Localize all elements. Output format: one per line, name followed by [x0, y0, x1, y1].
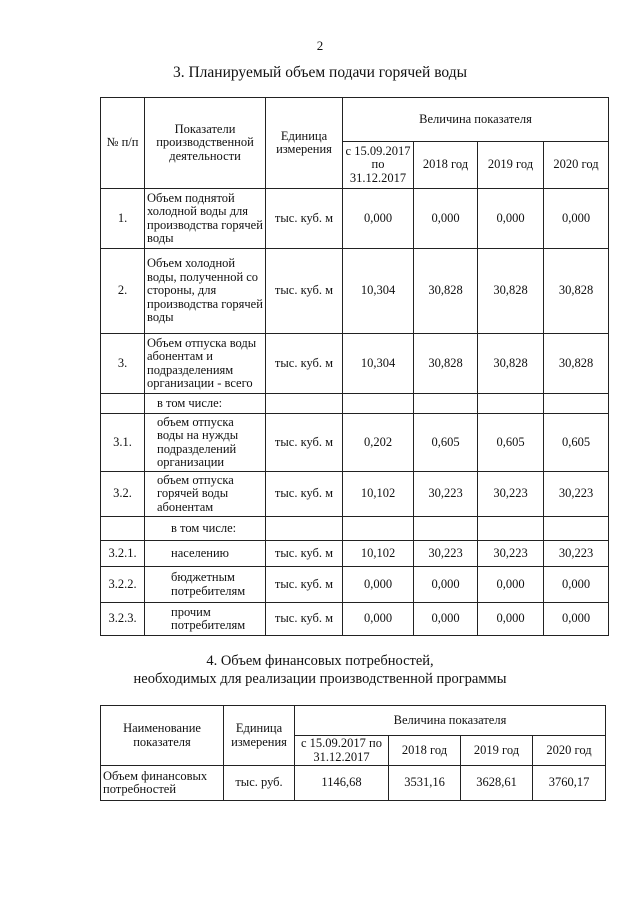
row-value-2019: 0,000 — [478, 189, 544, 249]
row-value-2018: 3531,16 — [389, 766, 461, 801]
table-row — [101, 189, 609, 249]
row-value-2018: 0,000 — [414, 189, 478, 249]
row-value-period: 0,202 — [343, 414, 414, 472]
row-value-2018 — [414, 517, 478, 541]
table-row — [101, 334, 609, 394]
page-number: 2 — [316, 38, 324, 53]
row-name: объем отпуска горячей воды абонентам — [145, 472, 266, 517]
header-unit: Единица измерения — [266, 98, 343, 189]
row-value-period — [343, 517, 414, 541]
header-2020: 2020 год — [544, 142, 609, 189]
row-value-2020 — [544, 517, 609, 541]
row-value-2019 — [478, 517, 544, 541]
row-name: прочим потребителям — [145, 603, 266, 636]
header-num: № п/п — [101, 98, 145, 189]
row-unit — [266, 517, 343, 541]
row-num — [101, 394, 145, 414]
row-value-2020: 30,828 — [544, 249, 609, 334]
row-unit: тыс. куб. м — [266, 334, 343, 394]
table-row — [101, 603, 609, 636]
row-num: 1. — [101, 189, 145, 249]
section-4-title — [0, 652, 640, 688]
row-value-2019: 30,828 — [478, 334, 544, 394]
row-num — [101, 517, 145, 541]
table-row — [101, 766, 606, 801]
row-value-2019: 0,000 — [478, 567, 544, 603]
row-value-2018: 0,000 — [414, 603, 478, 636]
row-num: 3.2.2. — [101, 567, 145, 603]
header-2019: 2019 год — [461, 736, 533, 766]
row-value-2019: 3628,61 — [461, 766, 533, 801]
table-row — [101, 394, 609, 414]
header-period: с 15.09.2017 по 31.12.2017 — [295, 736, 389, 766]
row-value-2018: 30,223 — [414, 472, 478, 517]
table-row — [101, 414, 609, 472]
row-unit: тыс. куб. м — [266, 249, 343, 334]
row-unit: тыс. куб. м — [266, 472, 343, 517]
row-name: Объем холодной воды, полученной со стороны, для производства горячей воды — [145, 249, 266, 334]
header-value-group: Величина показателя — [343, 98, 609, 142]
row-value-2020: 0,000 — [544, 603, 609, 636]
row-value-period: 10,304 — [343, 249, 414, 334]
row-value-2018 — [414, 394, 478, 414]
row-value-period: 0,000 — [343, 603, 414, 636]
hot-water-supply-table — [100, 97, 609, 636]
table-row — [101, 249, 609, 334]
row-name: в том числе: — [145, 394, 266, 414]
row-value-period: 10,304 — [343, 334, 414, 394]
row-unit: тыс. куб. м — [266, 603, 343, 636]
row-value-2020: 30,828 — [544, 334, 609, 394]
row-unit: тыс. куб. м — [266, 414, 343, 472]
row-value-2018: 0,000 — [414, 567, 478, 603]
row-unit: тыс. куб. м — [266, 541, 343, 567]
header-2020: 2020 год — [533, 736, 606, 766]
table-row — [101, 517, 609, 541]
row-name: объем отпуска воды на нужды подразделений организации — [145, 414, 266, 472]
section-4-title-line-1: 4. Объем финансовых потребностей, — [206, 653, 434, 669]
row-value-2020: 3760,17 — [533, 766, 606, 801]
row-value-period — [343, 394, 414, 414]
row-value-2018: 30,223 — [414, 541, 478, 567]
row-num: 2. — [101, 249, 145, 334]
row-unit: тыс. руб. — [224, 766, 295, 801]
row-value-period: 0,000 — [343, 567, 414, 603]
row-num: 3. — [101, 334, 145, 394]
header-indicator: Показатели производственной деятельности — [145, 98, 266, 189]
row-name: бюджетным потребителям — [145, 567, 266, 603]
row-value-period: 1146,68 — [295, 766, 389, 801]
row-value-period: 10,102 — [343, 472, 414, 517]
header-2018: 2018 год — [389, 736, 461, 766]
section-4-title-line-2: необходимых для реализации производственной программы — [133, 671, 507, 687]
row-value-2020: 30,223 — [544, 472, 609, 517]
row-value-2020: 0,605 — [544, 414, 609, 472]
table-row — [101, 567, 609, 603]
row-name: в том числе: — [145, 517, 266, 541]
header-period: с 15.09.2017 по 31.12.2017 — [343, 142, 414, 189]
row-value-2019: 30,223 — [478, 472, 544, 517]
row-value-2019: 30,828 — [478, 249, 544, 334]
header-2018: 2018 год — [414, 142, 478, 189]
header-unit: Единица измерения — [224, 706, 295, 766]
section-3-title: 3. Планируемый объем подачи горячей воды — [172, 64, 468, 81]
row-unit: тыс. куб. м — [266, 567, 343, 603]
row-name: Объем поднятой холодной воды для производства горячей воды — [145, 189, 266, 249]
row-value-period: 10,102 — [343, 541, 414, 567]
header-indicator: Наименование показателя — [101, 706, 224, 766]
header-2019: 2019 год — [478, 142, 544, 189]
row-value-2020: 0,000 — [544, 189, 609, 249]
header-value-group: Величина показателя — [295, 706, 606, 736]
row-num: 3.2.1. — [101, 541, 145, 567]
row-value-2020: 0,000 — [544, 567, 609, 603]
table-row — [101, 541, 609, 567]
row-value-2019: 0,000 — [478, 603, 544, 636]
row-value-2018: 30,828 — [414, 334, 478, 394]
row-value-2020 — [544, 394, 609, 414]
row-num: 3.2.3. — [101, 603, 145, 636]
row-value-2019: 30,223 — [478, 541, 544, 567]
table-row — [101, 472, 609, 517]
row-value-period: 0,000 — [343, 189, 414, 249]
financial-needs-table — [100, 705, 606, 801]
row-unit: тыс. куб. м — [266, 189, 343, 249]
row-unit — [266, 394, 343, 414]
row-value-2019: 0,605 — [478, 414, 544, 472]
row-value-2019 — [478, 394, 544, 414]
row-value-2018: 30,828 — [414, 249, 478, 334]
row-value-2020: 30,223 — [544, 541, 609, 567]
row-name: населению — [145, 541, 266, 567]
row-name: Объем отпуска воды абонентам и подразделениям организации - всего — [145, 334, 266, 394]
row-value-2018: 0,605 — [414, 414, 478, 472]
row-num: 3.2. — [101, 472, 145, 517]
row-num: 3.1. — [101, 414, 145, 472]
row-name: Объем финансовых потребностей — [101, 766, 224, 801]
